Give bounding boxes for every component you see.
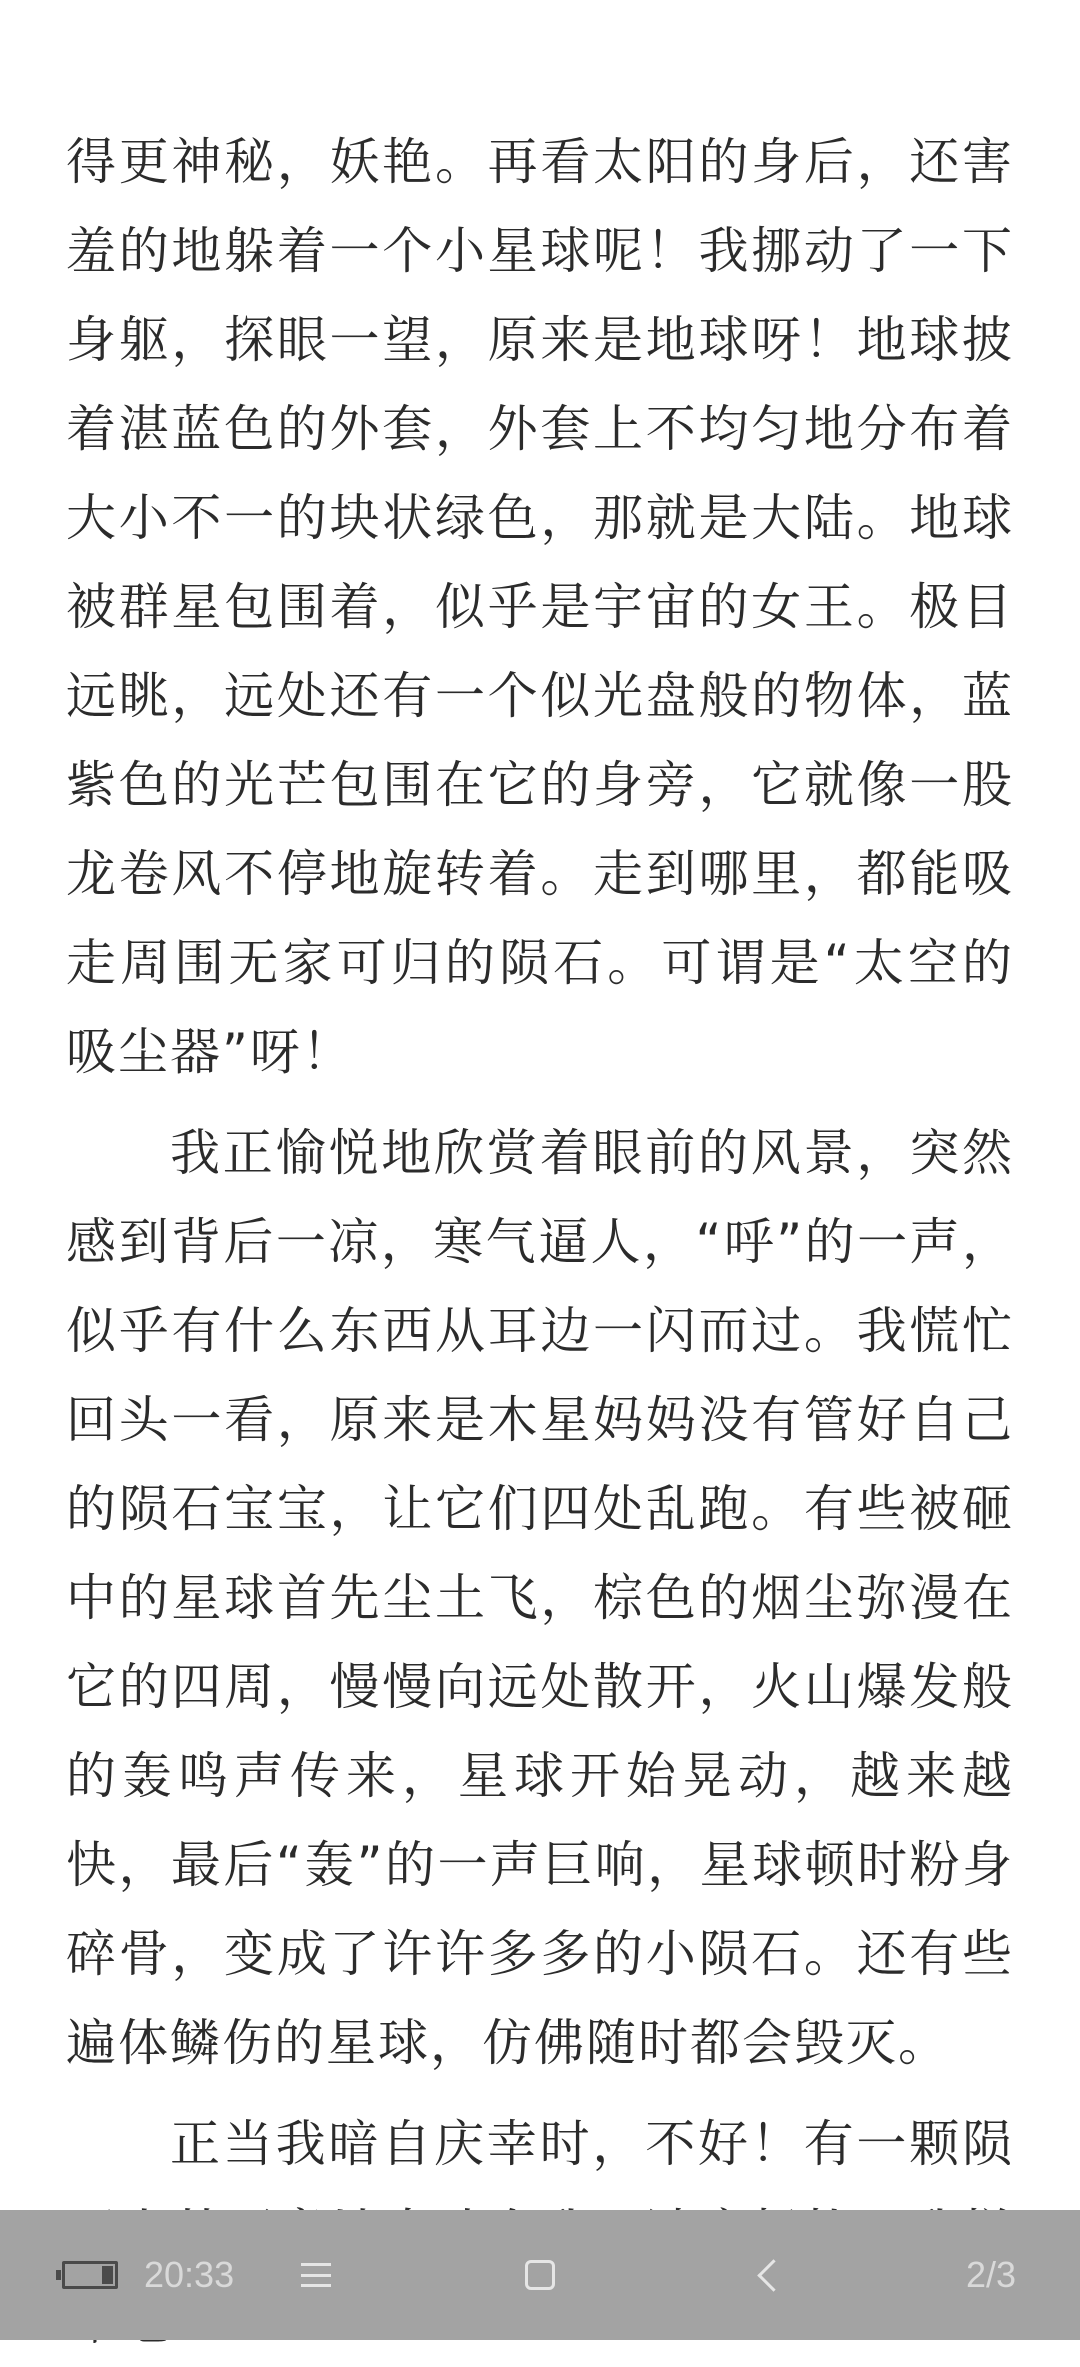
back-button[interactable] — [733, 2240, 803, 2310]
reader-content — [66, 118, 1014, 2367]
article-paragraph: 得更神秘，妖艳。再看太阳的身后，还害羞的地躲着一个小星球呢！我挪动了一下身躯，探眼一望，原来是地球呀！地球披着湛蓝色的外套，外套上不均匀地分布着大小不一的块状绿色，那就是大陆。地球被群星包围着，似乎是宇宙的女王。极目远眺，远处还有一个似光盘般的物体，蓝紫色的光芒包围在它的身旁，它就像一股龙卷风不停地旋转着。走到哪里，都能吸走周围无家可归的陨石。可谓是“太空的吸尘器”呀！ — [66, 133, 1014, 1081]
home-button[interactable] — [505, 2240, 575, 2310]
clock-time: 20:33 — [144, 2254, 235, 2295]
reader-bottom-bar — [0, 2210, 1080, 2340]
back-icon — [757, 2259, 790, 2292]
article-paragraph: 正当我暗自庆幸时，不好！有一颗陨 — [170, 2115, 1014, 2173]
menu-button[interactable] — [281, 2240, 351, 2310]
page-indicator: 2/3 — [965, 2254, 1016, 2295]
battery-level — [102, 2266, 113, 2284]
home-icon — [525, 2260, 555, 2290]
battery-icon — [62, 2261, 118, 2289]
menu-icon — [301, 2263, 331, 2287]
article-paragraph: 我正愉悦地欣赏着眼前的风景，突然感到背后一凉，寒气逼人，“呼”的一声，似乎有什么东西从耳边一闪而过。我慌忙回头一看，原来是木星妈妈没有管好自己的陨石宝宝，让它们四处乱跑。有些被砸中的星球首先尘土飞，棕色的烟尘弥漫在它的四周，慢慢向远处散开，火山爆发般的轰鸣声传来，星球开始晃动，越来越快，最后“轰”的一声巨响，星球顿时粉身碎骨，变成了许许多多的小陨石。还有些遍体鳞伤的星球，仿佛随时都会毁灭。 — [66, 1124, 1014, 2072]
